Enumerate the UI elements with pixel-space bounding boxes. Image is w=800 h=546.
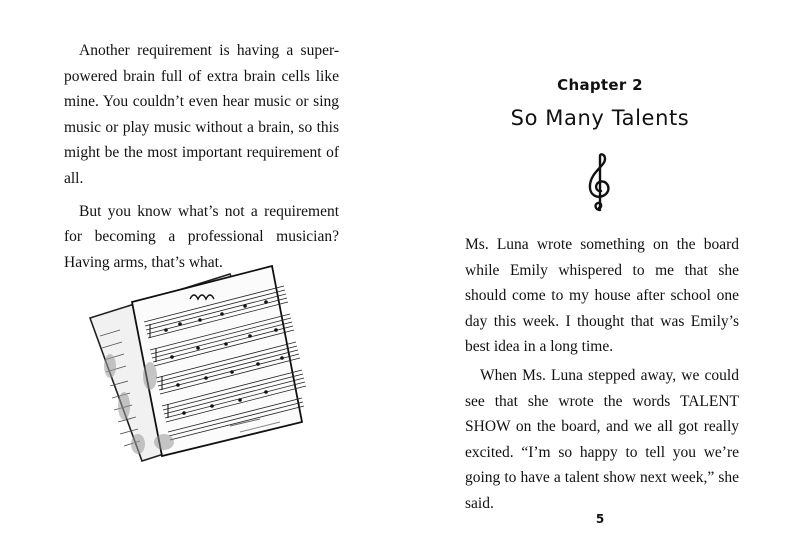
paragraph: Another requirement is having a super-powered brain full of extra brain cells like mine. You couldn’t even hear music or sing music or play music without a brain, so this might be the most important requirement of all. xyxy=(64,42,339,187)
paragraph: When Ms. Luna stepped away, we could see that she wrote the words TALENT SHOW on the board, and we all got really excited. “I’m so happy to tell you we’re going to have a talent show next week,” she said. xyxy=(465,366,739,512)
left-text-column xyxy=(64,38,339,282)
right-text-column xyxy=(465,232,739,520)
right-page xyxy=(400,0,800,546)
treble-clef-icon xyxy=(585,152,615,214)
page-number: 5 xyxy=(595,512,605,526)
front-sheet xyxy=(132,266,306,456)
sheet-music-illustration xyxy=(80,256,310,476)
chapter-title: So Many Talents xyxy=(510,106,690,130)
paragraph: But you know what’s not a requirement for becoming a professional musician? Having arms, that’s what. xyxy=(64,202,339,271)
chapter-label: Chapter 2 xyxy=(557,76,643,94)
paragraph: Ms. Luna wrote something on the board while Emily whispered to me that she should come to my house after school one day this week. I thought that was Emily’s best idea in a long time. xyxy=(465,236,739,356)
